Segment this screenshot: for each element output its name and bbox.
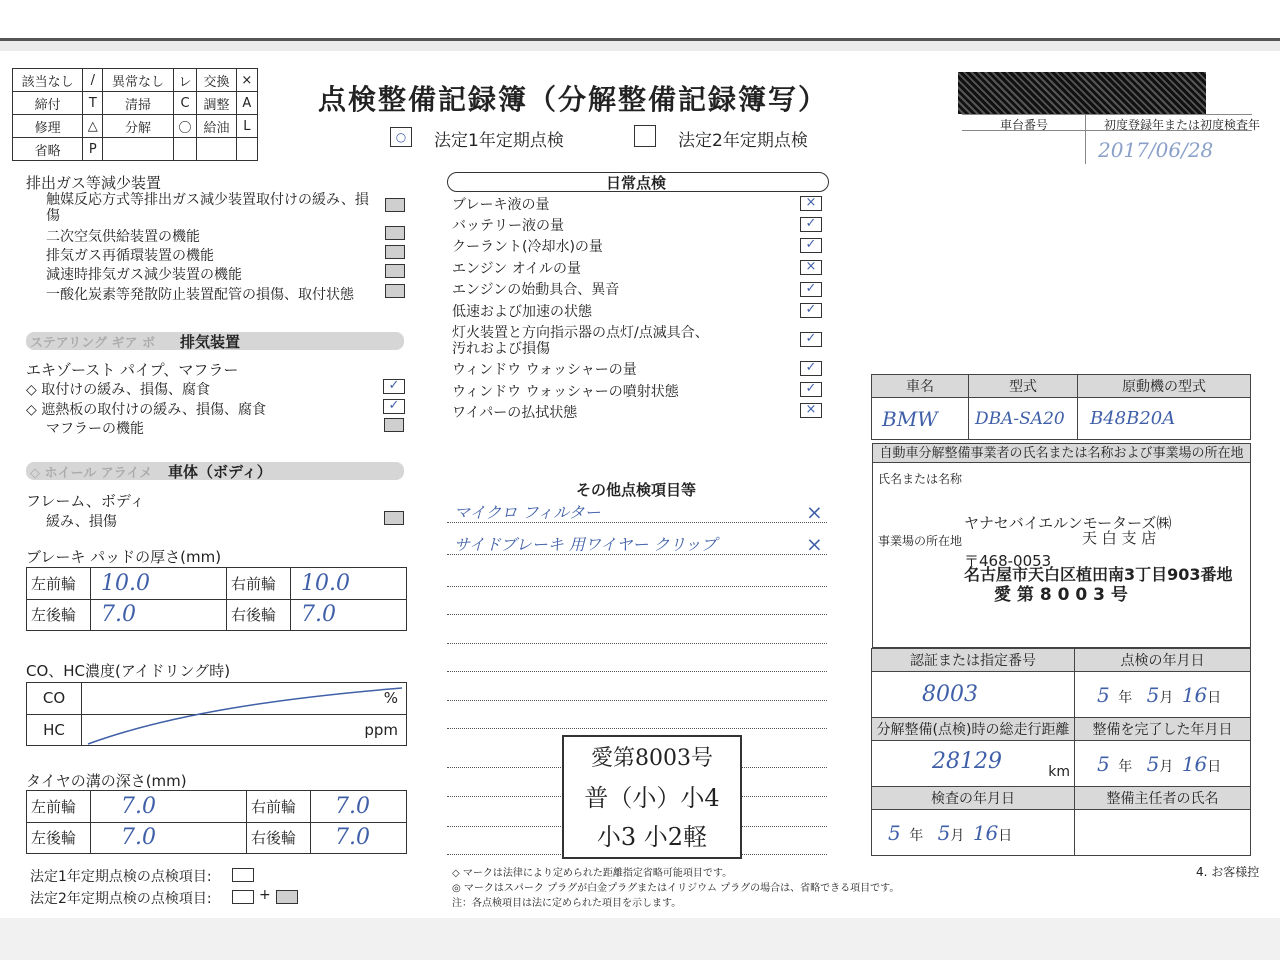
tire-table [26, 790, 407, 854]
daily-item: 低速および加速の状態 [452, 304, 592, 320]
note-line: ◇ マークは法律により定められた距離指定省略可能項目です。 [452, 868, 733, 879]
shop-branch: 天 白 支 店 [1082, 529, 1157, 547]
legend-cell: T [83, 92, 103, 115]
shop-header: 自動車分解整備事業者の氏名または名称および事業場の所在地 [872, 443, 1251, 463]
chassis-redaction [958, 72, 1206, 114]
daily-check-mark: × [800, 260, 822, 275]
hi-label: 日 [1207, 758, 1222, 775]
legend-cell: A [236, 92, 257, 115]
tire-heading: タイヤの溝の深さ(mm) [26, 772, 187, 790]
tire-rf-value: 7.0 [311, 791, 407, 823]
odometer-cell [872, 741, 1075, 787]
exam-date-day: 16 [972, 820, 999, 845]
other-entry-text: マイクロ フィルター [454, 503, 601, 522]
tire-rr-value: 7.0 [311, 822, 407, 854]
legend-2yr-box [232, 890, 254, 904]
vehicle-model-value: DBA-SA20 [969, 398, 1078, 440]
other-entry-mark: × [806, 500, 823, 524]
daily-check-mark: ✓ [800, 332, 822, 347]
exhaust-check-mark: ✓ [383, 399, 405, 414]
legend-cell: 分解 [103, 115, 173, 138]
emission-heading: 排出ガス等減少装置 [26, 174, 162, 192]
exhaust-item: ◇ 取付けの緩み、損傷、腐食 [26, 382, 211, 398]
check-box-grey [384, 418, 404, 432]
legend-cell: × [236, 69, 257, 92]
tsuki-label: 月 [950, 827, 965, 844]
page-title: 点検整備記録簿（分解整備記録簿写） [318, 83, 829, 116]
chief-mechanic-name [1075, 810, 1251, 856]
note-line: ◎ マークはスパーク プラグが白金プラグまたはイリジウム プラグの場合は、省略できる項目です。 [452, 883, 900, 894]
daily-check-mark: ✓ [800, 382, 822, 397]
annual-checkbox: ○ [390, 127, 412, 147]
legend-2yr: 法定2年定期点検の点検項目: [30, 891, 212, 907]
daily-check-mark: ✓ [800, 361, 822, 376]
daily-check-mark: × [800, 196, 822, 211]
certification-stamp [562, 735, 742, 859]
stamp-line: 普（小）小4 [584, 784, 720, 812]
other-entry-mark: × [806, 532, 823, 556]
legend-plus: + [259, 887, 271, 903]
other-items-title: その他点検項目等 [576, 481, 697, 499]
legend-cell: 締付 [13, 92, 83, 115]
annual-inspection-label: 法定1年定期点検 [434, 131, 564, 151]
brake-rr-value: 7.0 [291, 599, 407, 631]
exhaust-heading: エキゾースト パイプ、マフラー [26, 361, 239, 379]
legend-cell: 異常なし [103, 69, 173, 92]
hc-unit: ppm [82, 714, 407, 746]
note-line: 注：各点検項目は法に定められた項目を示します。 [452, 898, 682, 909]
daily-item: 汚れおよび損傷 [452, 341, 550, 357]
shop-address: 名古屋市天白区植田南3丁目903番地 [964, 565, 1233, 584]
exam-date-label: 検査の年月日 [872, 787, 1075, 810]
km-unit: km [1048, 764, 1070, 780]
top-right-box-line [962, 114, 1252, 115]
other-entry-text: サイドブレーキ 用ワイヤー クリップ [454, 535, 717, 554]
nen-label: 年 [909, 827, 924, 844]
other-line [447, 671, 827, 672]
shop-name-label: 氏名または名称 [878, 472, 963, 486]
hi-label: 日 [998, 827, 1013, 844]
other-line [447, 522, 827, 523]
daily-check-mark: ✓ [800, 282, 822, 297]
engine-model-value: B48B20A [1078, 398, 1251, 440]
other-line [447, 643, 827, 644]
daily-check-mark: ✓ [800, 217, 822, 232]
daily-item: 灯火装置と方向指示器の点灯/点滅具合、 [452, 325, 709, 341]
co-hc-strike-line [80, 684, 410, 748]
legend-cell: P [83, 138, 103, 161]
scan-bottom-shade [0, 918, 1280, 960]
check-box-grey [385, 284, 405, 298]
legend-cell: / [83, 69, 103, 92]
tire-lr-label: 左後輪 [27, 822, 91, 854]
daily-item: ワイパーの払拭状態 [452, 405, 578, 421]
brake-pad-heading: ブレーキ パッドの厚さ(mm) [26, 548, 222, 566]
exam-date-year: 5 [888, 820, 901, 845]
tire-lf-label: 左前輪 [27, 791, 91, 823]
check-box-grey [384, 511, 404, 525]
brake-pad-table [26, 567, 407, 631]
cert-value: 8003 [872, 672, 1075, 718]
nen-label: 年 [1118, 758, 1133, 775]
tire-rr-label: 右後輪 [247, 822, 311, 854]
vehicle-name-label: 車名 [872, 375, 969, 398]
daily-check-mark: × [800, 403, 822, 418]
page-footer-label: 4. お客様控 [1196, 865, 1260, 879]
legend-1yr-box [232, 868, 254, 882]
shop-zip: 〒468-0053 [964, 552, 1052, 570]
scan-top-shade [0, 41, 1280, 51]
done-date-day: 16 [1181, 751, 1208, 776]
brake-rf-label: 右前輪 [227, 568, 291, 600]
chief-mechanic-label: 整備主任者の氏名 [1075, 787, 1251, 810]
brake-lf-label: 左前輪 [27, 568, 91, 600]
daily-item: エンジンの始動具合、異音 [452, 282, 620, 298]
exam-date [872, 810, 1075, 856]
top-right-divider [1085, 114, 1086, 164]
daily-item: クーラント(冷却水)の量 [452, 239, 603, 255]
co-label: CO [27, 683, 82, 715]
body-bar-faint: ◇ ホイール アライメ [30, 466, 153, 481]
tire-lr-value: 7.0 [91, 822, 247, 854]
other-line [447, 554, 827, 555]
legend-cell: レ [173, 69, 197, 92]
co-hc-heading: CO、HC濃度(アイドリング時) [26, 662, 231, 680]
other-line [447, 586, 827, 587]
cert-label: 認証または指定番号 [872, 649, 1075, 672]
body-heading: フレーム、ボディ [26, 492, 145, 510]
exhaust-check-mark: ✓ [383, 379, 405, 394]
emission-item: 一酸化炭素等発散防止装置配管の損傷、取付状態 [46, 287, 354, 303]
legend-cell: 清掃 [103, 92, 173, 115]
stamp-line: 小3 小2軽 [596, 823, 708, 851]
co-unit: % [82, 683, 407, 715]
other-line [447, 700, 827, 701]
daily-item: ブレーキ液の量 [452, 197, 550, 213]
tire-lf-value: 7.0 [91, 791, 247, 823]
vehicle-model-label: 型式 [969, 375, 1078, 398]
biannual-inspection-label: 法定2年定期点検 [678, 131, 808, 151]
legend-cell [197, 138, 236, 161]
first-reg-value: 2017/06/28 [1098, 138, 1214, 162]
legend-1yr: 法定1年定期点検の点検項目: [30, 869, 212, 885]
legend-cell: △ [83, 115, 103, 138]
check-box-grey [385, 264, 405, 278]
exhaust-item: マフラーの機能 [46, 421, 144, 437]
nen-label: 年 [1118, 689, 1133, 706]
body-item: 緩み、損傷 [46, 514, 117, 530]
brake-lr-value: 7.0 [91, 599, 227, 631]
vehicle-name-value: BMW [872, 398, 969, 440]
legend-cell: C [173, 92, 197, 115]
inspection-date-label: 点検の年月日 [1075, 649, 1251, 672]
legend-cell: 該当なし [13, 69, 83, 92]
legend-cell [173, 138, 197, 161]
emission-item: 触媒反応方式等排出ガス減少装置取付けの緩み、損傷 [46, 192, 369, 224]
first-reg-label: 初度登録年または初度検査年 [1104, 118, 1261, 132]
legend-cell: 修理 [13, 115, 83, 138]
emission-item: 排気ガス再循環装置の機能 [46, 248, 214, 264]
legend-cell: 省略 [13, 138, 83, 161]
chassis-label: 車台番号 [1000, 118, 1049, 132]
legend-2yr-grey-box [276, 890, 298, 904]
brake-rr-label: 右後輪 [227, 599, 291, 631]
legend-cell: L [236, 115, 257, 138]
legend-cell [236, 138, 257, 161]
brake-lf-value: 10.0 [91, 568, 227, 600]
other-line [447, 728, 827, 729]
completion-date-label: 整備を完了した年月日 [1075, 718, 1251, 741]
engine-model-label: 原動機の型式 [1078, 375, 1251, 398]
emission-item: 二次空気供給装置の機能 [46, 229, 200, 245]
exhaust-bar-faint: ステアリング ギア ボ [30, 336, 156, 351]
exhaust-bar-label: 排気装置 [180, 333, 241, 351]
legend-cell [103, 138, 173, 161]
biannual-checkbox [634, 125, 656, 147]
completion-date [1075, 741, 1251, 787]
insp-date-day: 16 [1181, 682, 1208, 707]
exam-date-month: 5 [937, 820, 951, 845]
done-date-year: 5 [1097, 751, 1110, 776]
shop-cert-number: 愛 第 8 0 0 3 号 [994, 585, 1128, 605]
tire-rf-label: 右前輪 [247, 791, 311, 823]
symbol-legend [12, 68, 258, 161]
odometer-label: 分解整備(点検)時の総走行距離 [872, 718, 1075, 741]
daily-item: バッテリー液の量 [452, 218, 564, 234]
other-line [447, 614, 827, 615]
inspection-date [1075, 672, 1251, 718]
cert-table [871, 648, 1251, 856]
tsuki-label: 月 [1159, 689, 1174, 706]
shop-box [872, 463, 1251, 648]
check-box-grey [385, 226, 405, 240]
daily-check-mark: ✓ [800, 303, 822, 318]
check-box-grey [385, 245, 405, 259]
check-box-grey [385, 198, 405, 212]
odometer-value: 28129 [932, 749, 1002, 774]
daily-check-mark: ✓ [800, 238, 822, 253]
brake-rf-value: 10.0 [291, 568, 407, 600]
body-bar-label: 車体（ボディ） [168, 463, 272, 481]
legend-cell: 調整 [197, 92, 236, 115]
exhaust-item: ◇ 遮熱板の取付けの緩み、損傷、腐食 [26, 402, 267, 418]
legend-cell: 〇 [173, 115, 197, 138]
daily-item: ウィンドウ ウォッシャーの量 [452, 362, 637, 378]
top-right-box-line [962, 130, 1252, 131]
daily-item: ウィンドウ ウォッシャーの噴射状態 [452, 384, 679, 400]
done-date-month: 5 [1146, 751, 1160, 776]
stamp-line: 愛第8003号 [591, 746, 713, 771]
emission-item: 減速時排気ガス減少装置の機能 [46, 267, 242, 283]
legend-cell: 給油 [197, 115, 236, 138]
tsuki-label: 月 [1159, 758, 1174, 775]
vehicle-table [871, 374, 1251, 440]
hi-label: 日 [1207, 689, 1222, 706]
daily-check-title: 日常点検 [606, 174, 667, 192]
brake-lr-label: 左後輪 [27, 599, 91, 631]
insp-date-year: 5 [1097, 682, 1110, 707]
hc-label: HC [27, 714, 82, 746]
shop-addr-label: 事業場の所在地 [878, 534, 963, 548]
shop-company: ヤナセバイエルンモーターズ㈱ [964, 514, 1172, 532]
daily-item: エンジン オイルの量 [452, 261, 582, 277]
insp-date-month: 5 [1146, 682, 1160, 707]
legend-cell: 交換 [197, 69, 236, 92]
